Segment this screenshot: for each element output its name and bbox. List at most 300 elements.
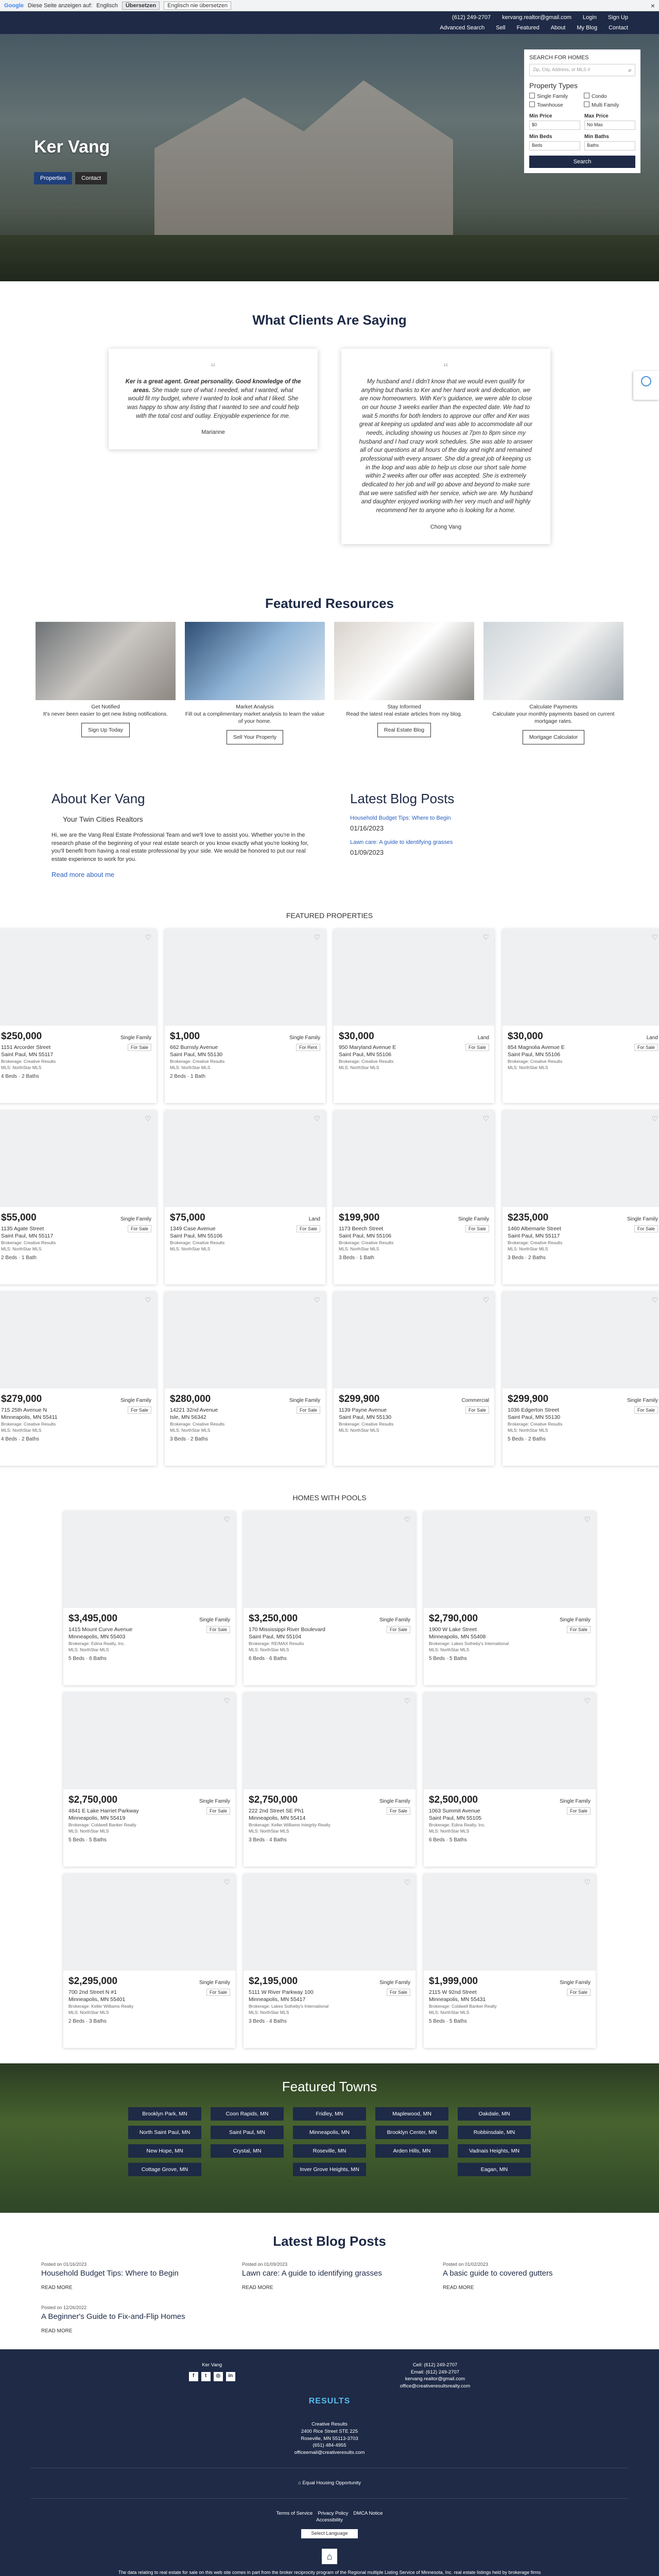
office-address-1: 2400 Rice Street STE 225 (301, 2428, 358, 2434)
favorite-heart-icon[interactable]: ♡ (584, 1877, 591, 1886)
featured-towns (0, 2063, 659, 2213)
status-badge: For Sale (206, 1626, 230, 1634)
property-city: Minneapolis, MN 55411 (1, 1414, 58, 1421)
linkedin-icon[interactable]: in (226, 2372, 235, 2381)
max-price-select[interactable]: No Max (584, 121, 635, 130)
min-price-select[interactable]: $0 (529, 121, 580, 130)
never-translate-button[interactable]: Englisch nie übersetzen (164, 2, 231, 10)
signup-link[interactable]: Sign Up (608, 14, 628, 21)
min-baths-select[interactable]: Baths (584, 141, 635, 150)
read-more-link[interactable]: READ MORE (443, 2284, 474, 2291)
brokerage-name: Creative Results (311, 2421, 348, 2427)
email-link[interactable]: kervang.realtor@gmail.com (502, 14, 571, 21)
property-address[interactable]: 1139 Payne Avenue (339, 1406, 387, 1413)
status-badge: For Sale (634, 1406, 658, 1414)
beds-baths: 6 Beds · 5 Baths (429, 1837, 467, 1843)
brokerage: Brokerage: Creative Results (339, 1058, 394, 1064)
facebook-icon[interactable]: f (189, 2372, 198, 2381)
brokerage: Brokerage: Creative Results (508, 1058, 563, 1064)
pool-homes-title: HOMES WITH POOLS (292, 1493, 367, 1502)
property-address[interactable]: 1036 Edgerton Street (508, 1406, 559, 1413)
login-link[interactable]: Login (582, 14, 597, 21)
price-row (249, 1793, 410, 1807)
property-address[interactable]: 700 2nd Street N #1 (68, 1989, 117, 1995)
resource-button[interactable]: Real Estate Blog (377, 723, 431, 737)
property-price: $1,999,000 (429, 1975, 478, 1987)
town-button[interactable]: Arden Hills, MN (375, 2144, 448, 2158)
property-info (0, 1026, 157, 1084)
property-city: Saint Paul, MN 55117 (1, 1052, 54, 1058)
price-row (339, 1211, 489, 1225)
testimonial-lead: Ker is a great agent. Great personality. Good knowledge of the areas. (125, 379, 301, 394)
price-row (68, 1975, 230, 1989)
favorite-heart-icon[interactable]: ♡ (651, 1295, 658, 1304)
footer-link[interactable]: DMCA Notice (353, 2510, 383, 2516)
status-badge: For Rent (296, 1044, 320, 1052)
property-price: $250,000 (1, 1030, 42, 1042)
property-type: Single Family (379, 1979, 410, 1986)
town-button[interactable]: Vadnais Heights, MN (458, 2144, 531, 2158)
close-icon[interactable]: × (650, 1, 655, 10)
blog-sidebar-title: Latest Blog Posts (350, 791, 455, 807)
property-address[interactable]: 1063 Summit Avenue (429, 1807, 480, 1814)
property-address[interactable]: 1415 Mount Curve Avenue (68, 1626, 133, 1633)
property-type: Single Family (289, 1035, 320, 1041)
property-info (502, 1026, 659, 1077)
testimonial-author: Marianne (201, 429, 225, 436)
blog-post-date: Posted on 01/16/2023 (41, 2261, 87, 2267)
property-info (424, 1971, 596, 2029)
blog-post-card (242, 2262, 417, 2291)
property-price: $75,000 (170, 1212, 205, 1223)
property-card[interactable] (334, 1292, 494, 1466)
resource-item (334, 622, 474, 745)
mls-source: MLS: NorthStar MLS (68, 2009, 109, 2015)
property-card[interactable] (424, 1874, 596, 2048)
nav-item-sell[interactable]: Sell (496, 25, 506, 31)
favorite-heart-icon[interactable]: ♡ (651, 933, 658, 941)
price-row (1, 1393, 151, 1406)
property-info (424, 1608, 596, 1667)
office-address-2: Roseville, MN 55113-3703 (301, 2435, 358, 2442)
property-photo[interactable] (165, 929, 325, 1026)
property-type: Single Family (627, 1216, 658, 1222)
property-info (244, 1789, 415, 1848)
blog-post-link[interactable]: Lawn care: A guide to identifying grasses (350, 839, 453, 846)
town-button[interactable]: Inver Grove Heights, MN (293, 2163, 366, 2176)
price-row (429, 1612, 591, 1626)
property-photo[interactable] (424, 1874, 596, 1971)
property-address[interactable]: 1135 Agate Street (1, 1225, 44, 1232)
mls-source: MLS: NorthStar MLS (68, 1647, 109, 1652)
property-card[interactable] (0, 1292, 157, 1466)
brokerage: Brokerage: Creative Results (170, 1240, 225, 1245)
mls-source: MLS: NorthStar MLS (249, 1647, 289, 1652)
favorite-heart-icon[interactable]: ♡ (404, 1515, 410, 1523)
property-address[interactable]: 170 Mississippi River Boulevard (249, 1626, 325, 1633)
blog-sidebar (350, 791, 541, 878)
property-card[interactable] (244, 1692, 415, 1867)
property-photo[interactable] (63, 1511, 235, 1608)
property-price: $279,000 (1, 1393, 42, 1404)
property-address[interactable]: 950 Maryland Avenue E (339, 1044, 396, 1050)
resource-description: Calculate your monthly payments based on current mortgage rates. (492, 710, 615, 725)
recaptcha-badge[interactable] (633, 371, 659, 400)
property-city: Saint Paul, MN 55130 (170, 1052, 223, 1058)
town-button[interactable]: Minneapolis, MN (293, 2126, 366, 2139)
price-row (68, 1612, 230, 1626)
main-nav (440, 23, 628, 33)
property-address[interactable]: 5111 W River Parkway 100 (249, 1989, 314, 1995)
property-photo[interactable] (502, 1292, 659, 1388)
favorite-heart-icon[interactable]: ♡ (314, 933, 320, 941)
property-type: Single Family (627, 1397, 658, 1403)
property-city: Saint Paul, MN 55117 (1, 1233, 54, 1240)
accessibility-link[interactable]: Accessibility (316, 2517, 343, 2523)
blog-post-date: 01/16/2023 (350, 824, 384, 833)
property-price: $235,000 (508, 1212, 549, 1223)
blog-post-date: Posted on 01/02/2023 (443, 2261, 489, 2267)
property-type: Single Family (458, 1216, 489, 1222)
property-type: Single Family (120, 1397, 151, 1403)
property-photo[interactable] (424, 1511, 596, 1608)
property-card[interactable] (63, 1874, 235, 2048)
status-badge: For Sale (297, 1406, 320, 1414)
property-photo[interactable] (244, 1511, 415, 1608)
property-address[interactable]: 222 2nd Street SE Ph1 (249, 1807, 304, 1814)
brokerage: Brokerage: Lakes Sotheby's International (429, 1640, 509, 1646)
favorite-heart-icon[interactable]: ♡ (404, 1696, 410, 1705)
max-price-label: Max Price (584, 113, 609, 119)
footer-link[interactable]: Terms of Service (276, 2510, 313, 2516)
translate-prompt: Diese Seite anzeigen auf: (27, 2, 93, 9)
read-more-link[interactable]: READ MORE (41, 2284, 73, 2291)
property-card[interactable] (244, 1874, 415, 2048)
mls-source: MLS: NorthStar MLS (1, 1246, 42, 1251)
twitter-icon[interactable]: t (201, 2372, 211, 2381)
property-city: Saint Paul, MN 55106 (170, 1233, 223, 1240)
resource-title: Calculate Payments (529, 703, 578, 710)
property-city: Minneapolis, MN 55431 (429, 1996, 486, 2003)
brokerage: Brokerage: Edina Realty, Inc. (68, 1640, 125, 1646)
search-button[interactable]: Search (529, 156, 635, 168)
property-type-checkboxes (529, 93, 635, 108)
office-phone[interactable]: (651) 484-4955 (313, 2443, 346, 2449)
search-icon[interactable]: ⌕ (628, 66, 632, 74)
nav-item-advanced-search[interactable]: Advanced Search (440, 25, 485, 31)
mls-source: MLS: NorthStar MLS (508, 1064, 548, 1070)
property-card[interactable] (0, 1110, 157, 1284)
read-more-about-link[interactable]: Read more about me (51, 870, 115, 878)
min-price-label: Min Price (529, 113, 552, 119)
property-type: Single Family (120, 1035, 151, 1041)
status-badge: For Sale (128, 1225, 151, 1233)
property-city: Minneapolis, MN 55403 (68, 1634, 126, 1640)
agent-name: Ker Vang (34, 137, 110, 157)
nav-item-featured[interactable]: Featured (516, 25, 540, 31)
hero-banner (0, 34, 659, 281)
translate-language[interactable]: Englisch (96, 2, 118, 9)
favorite-heart-icon[interactable]: ♡ (223, 1877, 230, 1886)
property-photo[interactable] (424, 1692, 596, 1789)
price-row (170, 1393, 320, 1406)
blog-post-card (41, 2262, 216, 2291)
beds-baths: 2 Beds · 1 Bath (170, 1073, 205, 1079)
testimonial-card (341, 349, 550, 544)
property-type-checkbox[interactable]: Condo (584, 93, 635, 99)
town-button[interactable]: Oakdale, MN (458, 2107, 531, 2121)
footer-cell: Cell: (612) 249-2707 (412, 2362, 458, 2368)
town-button[interactable]: Coon Rapids, MN (211, 2107, 284, 2121)
favorite-heart-icon[interactable]: ♡ (223, 1515, 230, 1523)
property-price: $2,750,000 (68, 1794, 118, 1805)
property-photo[interactable] (0, 929, 157, 1026)
property-photo[interactable] (63, 1692, 235, 1789)
price-row (68, 1793, 230, 1807)
property-card[interactable] (424, 1511, 596, 1685)
property-price: $280,000 (170, 1393, 211, 1404)
property-type: Commercial (461, 1397, 489, 1403)
status-badge: For Sale (634, 1225, 658, 1233)
featured-properties-section (0, 899, 659, 1481)
footer-office-email[interactable]: office@creativeresultsrealty.com (400, 2383, 471, 2389)
favorite-heart-icon[interactable]: ♡ (584, 1515, 591, 1523)
property-city: Minneapolis, MN 55419 (68, 1815, 126, 1822)
price-row (508, 1393, 658, 1406)
property-info (502, 1388, 659, 1447)
nav-item-my-blog[interactable]: My Blog (577, 25, 598, 31)
brokerage: Brokerage: Coldwell Banker Realty (429, 2003, 497, 2009)
town-button[interactable]: New Hope, MN (128, 2144, 201, 2158)
quote-icon: “ (211, 360, 216, 376)
property-card[interactable] (334, 1110, 494, 1284)
property-address[interactable]: 4841 E Lake Harriet Parkway (68, 1807, 139, 1814)
beds-baths: 3 Beds · 2 Baths (170, 1436, 208, 1442)
nav-item-about[interactable]: About (550, 25, 566, 31)
town-button[interactable]: Roseville, MN (293, 2144, 366, 2158)
mls-source: MLS: NorthStar MLS (429, 1647, 470, 1652)
brokerage: Brokerage: Creative Results (508, 1421, 563, 1427)
town-button[interactable]: Brooklyn Park, MN (128, 2107, 201, 2121)
footer-links (0, 2510, 659, 2517)
town-button[interactable]: Brooklyn Center, MN (375, 2126, 448, 2139)
property-info (165, 1026, 325, 1084)
resource-button[interactable]: Mortgage Calculator (523, 730, 585, 744)
property-photo[interactable] (502, 1110, 659, 1207)
footer-email-link[interactable]: kervang.realtor@gmail.com (405, 2376, 465, 2382)
status-badge: For Sale (567, 1807, 591, 1815)
property-price: $55,000 (1, 1212, 37, 1223)
property-city: Saint Paul, MN 55130 (508, 1414, 561, 1421)
town-button[interactable]: Maplewood, MN (375, 2107, 448, 2121)
testimonials-title: What Clients Are Saying (252, 312, 407, 328)
property-info (244, 1608, 415, 1667)
property-photo[interactable] (334, 1292, 494, 1388)
google-logo: Google (4, 2, 24, 9)
property-photo[interactable] (502, 929, 659, 1026)
brokerage: Brokerage: Keller Williams Realty (68, 2003, 134, 2009)
property-address[interactable]: 1349 Case Avenue (170, 1225, 216, 1232)
mls-source: MLS: NorthStar MLS (249, 1828, 289, 1834)
property-address[interactable]: 1900 W Lake Street (429, 1626, 477, 1633)
translate-button[interactable]: Übersetzen (122, 2, 160, 10)
property-city: Minneapolis, MN 55408 (429, 1634, 486, 1640)
resource-description: It's never been easier to get new listing notifications. (43, 710, 168, 717)
property-photo[interactable] (244, 1692, 415, 1789)
town-button[interactable]: Saint Paul, MN (211, 2126, 284, 2139)
property-card[interactable] (63, 1692, 235, 1867)
property-card[interactable] (165, 929, 325, 1103)
property-card[interactable] (0, 929, 157, 1103)
home-search-panel (524, 49, 640, 173)
property-price: $2,295,000 (68, 1975, 118, 1987)
property-price: $3,495,000 (68, 1613, 118, 1624)
property-type: Single Family (379, 1617, 410, 1623)
price-row (170, 1211, 320, 1225)
resource-title: Get Notified (91, 703, 120, 710)
resource-title: Market Analysis (236, 703, 274, 710)
beds-baths: 5 Beds · 6 Baths (68, 1655, 107, 1662)
status-badge: For Sale (634, 1044, 658, 1052)
brokerage: Brokerage: Lakes Sotheby's International (249, 2003, 329, 2009)
town-button[interactable]: Eagan, MN (458, 2163, 531, 2176)
property-photo[interactable] (165, 1292, 325, 1388)
property-card[interactable] (502, 1292, 659, 1466)
blog-post-title[interactable]: Lawn care: A guide to identifying grasses (242, 2268, 382, 2278)
properties-button[interactable]: Properties (34, 172, 72, 184)
property-address[interactable]: 1151 Arcorder Street (1, 1044, 51, 1050)
price-row (1, 1030, 151, 1044)
testimonial-card (109, 349, 318, 449)
status-badge: For Sale (567, 1989, 591, 1996)
property-address[interactable]: 715 25th Avenue N (1, 1406, 47, 1413)
blog-post-title[interactable]: A basic guide to covered gutters (443, 2268, 553, 2278)
favorite-heart-icon[interactable]: ♡ (314, 1114, 320, 1123)
town-button[interactable]: North Saint Paul, MN (128, 2126, 201, 2139)
featured-resources (0, 580, 659, 766)
favorite-heart-icon[interactable]: ♡ (223, 1696, 230, 1705)
read-more-link[interactable]: READ MORE (242, 2284, 273, 2291)
favorite-heart-icon[interactable]: ♡ (145, 933, 151, 941)
nav-item-contact[interactable]: Contact (609, 25, 628, 31)
resources-title: Featured Resources (265, 595, 394, 611)
blog-post-date: Posted on 01/09/2023 (242, 2261, 288, 2267)
latest-blog-title: Latest Blog Posts (273, 2233, 386, 2249)
brokerage: Brokerage: Creative Results (170, 1058, 225, 1064)
beds-baths: 5 Beds · 5 Baths (429, 1655, 467, 1662)
property-photo[interactable] (334, 1110, 494, 1207)
property-photo[interactable] (0, 1110, 157, 1207)
favorite-heart-icon[interactable]: ♡ (482, 1114, 489, 1123)
favorite-heart-icon[interactable]: ♡ (404, 1877, 410, 1886)
property-address[interactable]: 2115 W 92nd Street (429, 1989, 477, 1995)
property-card[interactable] (63, 1511, 235, 1685)
town-button[interactable]: Cottage Grove, MN (128, 2163, 201, 2176)
property-card[interactable] (502, 1110, 659, 1284)
property-type: Land (308, 1216, 320, 1222)
blog-post-link[interactable]: Household Budget Tips: Where to Begin (350, 815, 451, 822)
property-type: Land (646, 1035, 658, 1041)
property-photo[interactable] (334, 929, 494, 1026)
property-card[interactable] (165, 1110, 325, 1284)
property-type-checkbox[interactable]: Multi Family (584, 101, 635, 108)
resource-button[interactable]: Sign Up Today (81, 723, 130, 737)
favorite-heart-icon[interactable]: ♡ (584, 1696, 591, 1705)
favorite-heart-icon[interactable]: ♡ (482, 933, 489, 941)
property-photo[interactable] (165, 1110, 325, 1207)
property-type-checkbox[interactable]: Townhouse (529, 101, 581, 108)
property-price: $30,000 (339, 1030, 374, 1042)
property-card[interactable] (244, 1511, 415, 1685)
property-card[interactable] (424, 1692, 596, 1867)
property-card[interactable] (165, 1292, 325, 1466)
property-type-checkbox[interactable]: Single Family (529, 93, 581, 99)
resource-button[interactable]: Sell Your Property (227, 730, 283, 744)
property-photo[interactable] (63, 1874, 235, 1971)
property-card[interactable] (502, 929, 659, 1103)
property-address[interactable]: 854 Magnolia Avenue E (508, 1044, 565, 1050)
beds-baths: 2 Beds · 3 Baths (68, 2018, 107, 2024)
favorite-heart-icon[interactable]: ♡ (651, 1114, 658, 1123)
property-photo[interactable] (244, 1874, 415, 1971)
blog-post-title[interactable]: Household Budget Tips: Where to Begin (41, 2268, 179, 2278)
property-info (502, 1207, 659, 1266)
property-price: $299,900 (339, 1393, 380, 1404)
office-web[interactable]: officeemail@creativeresults.com (294, 2450, 365, 2456)
beds-baths: 6 Beds · 6 Baths (249, 1655, 287, 1662)
mls-source: MLS: NorthStar MLS (170, 1064, 211, 1070)
beds-baths: 3 Beds · 2 Baths (508, 1255, 546, 1261)
favorite-heart-icon[interactable]: ♡ (482, 1295, 489, 1304)
favorite-heart-icon[interactable]: ♡ (145, 1114, 151, 1123)
footer-link[interactable]: Privacy Policy (318, 2510, 349, 2516)
contact-button[interactable]: Contact (75, 172, 107, 184)
favorite-heart-icon[interactable]: ♡ (145, 1295, 151, 1304)
search-input[interactable]: Zip, City, Address, or MLS # ⌕ (529, 64, 635, 76)
property-address[interactable]: 1173 Beech Street (339, 1225, 384, 1232)
social-links (189, 2372, 235, 2381)
min-beds-select[interactable]: Beds (529, 141, 580, 150)
equal-housing-icon: ⌂ (322, 2549, 337, 2564)
search-panel-title: SEARCH FOR HOMES (529, 55, 589, 61)
blog-post-title[interactable]: A Beginner's Guide to Fix-and-Flip Homes (41, 2312, 185, 2321)
property-price: $2,790,000 (429, 1613, 478, 1624)
testimonial-text: My husband and I didn't know that we would even qualify for anything but thanks to Ker and her hard work and dedication, we are now homeowners. With Ker's guidance, we were able to close on our house 3 weeks earlier than the expected date. We had to wait 5 months for both lenders to approve our offer and Ker was great at keeping us updated and was able to accommodate all our needs, including showing us houses at 7pm to 8pm since my husband and I had crazy work schedules. She was able to answer all of our questions at all hours of the day and night and remained professional with every answer. She did a great job of keeping us in the loop and was able to help us close our short sale home within 2 weeks after our offer was accepted. She is extremely dedicated to her job and will go above and beyond to make sure that we were satisfied with her service, which we are. My husband and daughter enjoyed working with her very much and will highly recommend her to anyone who is looking for a home. (359, 379, 533, 514)
mls-source: MLS: NorthStar MLS (339, 1246, 379, 1251)
language-select[interactable]: Select Language (301, 2529, 358, 2538)
property-address[interactable]: 14221 32nd Avenue (170, 1406, 218, 1413)
brokerage: Brokerage: Creative Results (508, 1240, 563, 1245)
property-price: $2,500,000 (429, 1794, 478, 1805)
town-button[interactable]: Fridley, MN (293, 2107, 366, 2121)
property-city: Saint Paul, MN 55106 (339, 1233, 392, 1240)
status-badge: For Sale (465, 1044, 489, 1052)
pool-homes-section (0, 1481, 659, 2063)
town-button[interactable]: Robbinsdale, MN (458, 2126, 531, 2139)
property-city: Minneapolis, MN 55414 (249, 1815, 306, 1822)
min-beds-label: Min Beds (529, 134, 552, 140)
mls-source: MLS: NorthStar MLS (1, 1427, 42, 1433)
property-address[interactable]: 1460 Albemarle Street (508, 1225, 561, 1232)
favorite-heart-icon[interactable]: ♡ (314, 1295, 320, 1304)
read-more-link[interactable]: READ MORE (41, 2328, 73, 2334)
property-address[interactable]: 662 Burnsly Avenue (170, 1044, 218, 1050)
town-button[interactable]: Crystal, MN (211, 2144, 284, 2158)
instagram-icon[interactable]: ◎ (214, 2372, 223, 2381)
phone-link[interactable]: (612) 249-2707 (452, 14, 491, 21)
property-photo[interactable] (0, 1292, 157, 1388)
property-card[interactable] (334, 929, 494, 1103)
